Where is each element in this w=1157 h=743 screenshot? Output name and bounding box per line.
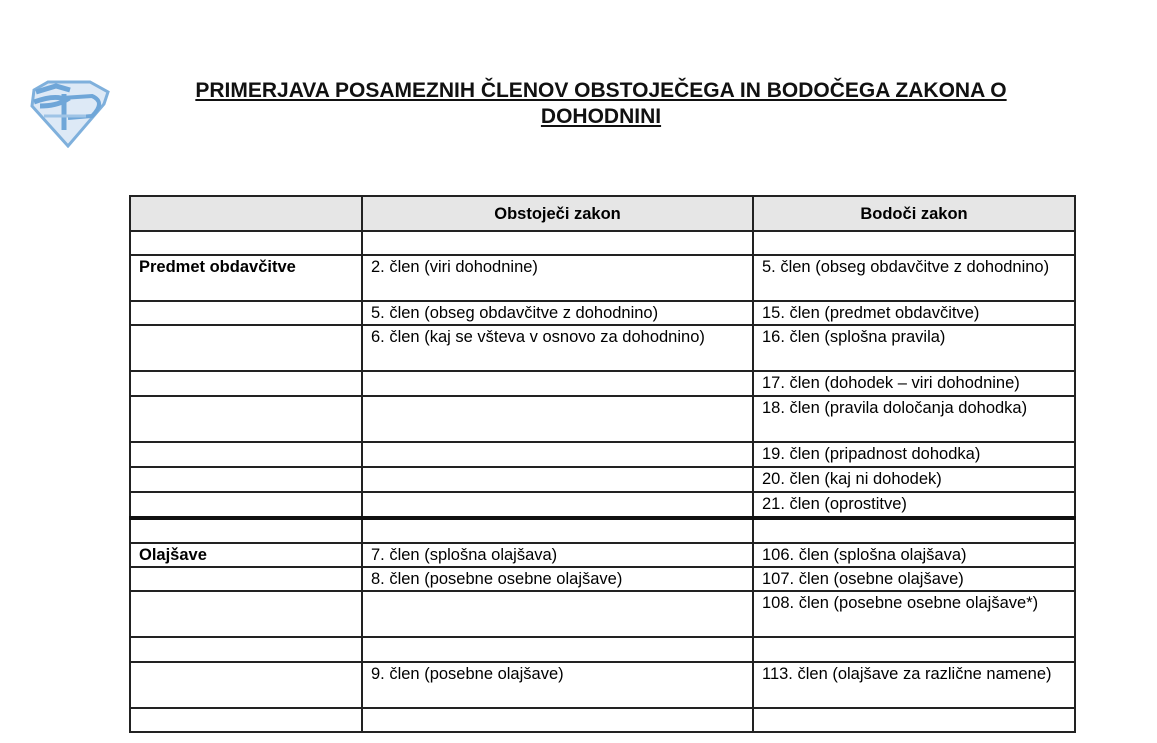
future-law-cell-text: 113. člen (olajšave za različne namene): [762, 665, 1052, 683]
category-cell: [130, 325, 362, 371]
future-law-cell: [753, 567, 1075, 591]
table-row: [130, 567, 1075, 591]
table-row: [130, 637, 1075, 662]
existing-law-cell-text: 2. člen (viri dohodnine): [371, 258, 538, 276]
category-cell: [130, 591, 362, 637]
table-row: [130, 231, 1075, 255]
header-future-law: Bodoči zakon: [753, 196, 1075, 231]
table-header-row: [130, 196, 1075, 231]
table-row: [130, 301, 1075, 325]
category-cell: [130, 543, 362, 567]
category-cell: [130, 467, 362, 492]
category-cell: [130, 442, 362, 467]
existing-law-cell: [362, 301, 753, 325]
future-law-cell-text: 19. člen (pripadnost dohodka): [762, 445, 981, 463]
future-law-cell: [753, 543, 1075, 567]
future-law-cell: [753, 442, 1075, 467]
existing-law-cell: [362, 637, 753, 662]
category-cell: [130, 708, 362, 732]
future-law-cell: [753, 231, 1075, 255]
table-row: [130, 325, 1075, 371]
existing-law-cell: [362, 567, 753, 591]
category-cell: [130, 637, 362, 662]
future-law-cell: [753, 662, 1075, 708]
existing-law-cell-text: 8. člen (posebne osebne olajšave): [371, 570, 623, 588]
table-row: [130, 518, 1075, 543]
comparison-table: [129, 195, 1076, 733]
future-law-cell: [753, 637, 1075, 662]
existing-law-cell: [362, 467, 753, 492]
existing-law-cell: [362, 325, 753, 371]
existing-law-cell: [362, 492, 753, 518]
future-law-cell: [753, 492, 1075, 518]
future-law-cell-text: 20. člen (kaj ni dohodek): [762, 470, 942, 488]
future-law-cell: [753, 371, 1075, 396]
existing-law-cell: [362, 591, 753, 637]
table-row: [130, 255, 1075, 301]
future-law-cell: [753, 325, 1075, 371]
table-row: [130, 442, 1075, 467]
future-law-cell: [753, 467, 1075, 492]
future-law-cell: [753, 396, 1075, 442]
table-row: [130, 591, 1075, 637]
existing-law-cell: [362, 371, 753, 396]
future-law-cell-text: 16. člen (splošna pravila): [762, 328, 946, 346]
future-law-cell: [753, 255, 1075, 301]
existing-law-cell: [362, 442, 753, 467]
future-law-cell: [753, 301, 1075, 325]
future-law-cell-text: 17. člen (dohodek – viri dohodnine): [762, 374, 1020, 392]
table-row: [130, 396, 1075, 442]
category-cell-text: Predmet obdavčitve: [139, 258, 296, 276]
future-law-cell-text: 15. člen (predmet obdavčitve): [762, 304, 980, 322]
category-cell: [130, 396, 362, 442]
existing-law-cell-text: 7. člen (splošna olajšava): [371, 546, 558, 564]
future-law-cell-text: 106. člen (splošna olajšava): [762, 546, 967, 564]
future-law-cell-text: 18. člen (pravila določanja dohodka): [762, 399, 1028, 417]
table-row: [130, 492, 1075, 518]
table-row: [130, 543, 1075, 567]
existing-law-cell: [362, 662, 753, 708]
table-row: [130, 467, 1075, 492]
category-cell: [130, 231, 362, 255]
table-row: [130, 662, 1075, 708]
existing-law-cell-text: 5. člen (obseg obdavčitve z dohodnino): [371, 304, 659, 322]
document-title: PRIMERJAVA POSAMEZNIH ČLENOV OBSTOJEČEGA IN BODOČEGA ZAKONA O DOHODNINI: [195, 79, 1007, 128]
category-cell-text: Olajšave: [139, 546, 207, 564]
future-law-cell-text: 5. člen (obseg obdavčitve z dohodnino): [762, 258, 1050, 276]
future-law-cell-text: 107. člen (osebne olajšave): [762, 570, 964, 588]
category-cell: [130, 518, 362, 543]
category-cell: [130, 255, 362, 301]
existing-law-cell: [362, 518, 753, 543]
existing-law-cell: [362, 708, 753, 732]
future-law-cell-text: 108. člen (posebne osebne olajšave*): [762, 594, 1039, 612]
future-law-cell: [753, 708, 1075, 732]
category-cell: [130, 301, 362, 325]
future-law-cell: [753, 591, 1075, 637]
organization-logo: [26, 76, 112, 148]
existing-law-cell: [362, 396, 753, 442]
existing-law-cell-text: 6. člen (kaj se všteva v osnovo za dohodnino): [371, 328, 705, 346]
category-cell: [130, 492, 362, 518]
table-row: [130, 371, 1075, 396]
existing-law-cell: [362, 231, 753, 255]
table-row: [130, 708, 1075, 732]
header-category: [130, 196, 362, 231]
category-cell: [130, 371, 362, 396]
category-cell: [130, 567, 362, 591]
header-existing-law: Obstoječi zakon: [362, 196, 753, 231]
existing-law-cell: [362, 543, 753, 567]
existing-law-cell: [362, 255, 753, 301]
future-law-cell-text: 21. člen (oprostitve): [762, 495, 907, 513]
category-cell: [130, 662, 362, 708]
future-law-cell: [753, 518, 1075, 543]
existing-law-cell-text: 9. člen (posebne olajšave): [371, 665, 564, 683]
